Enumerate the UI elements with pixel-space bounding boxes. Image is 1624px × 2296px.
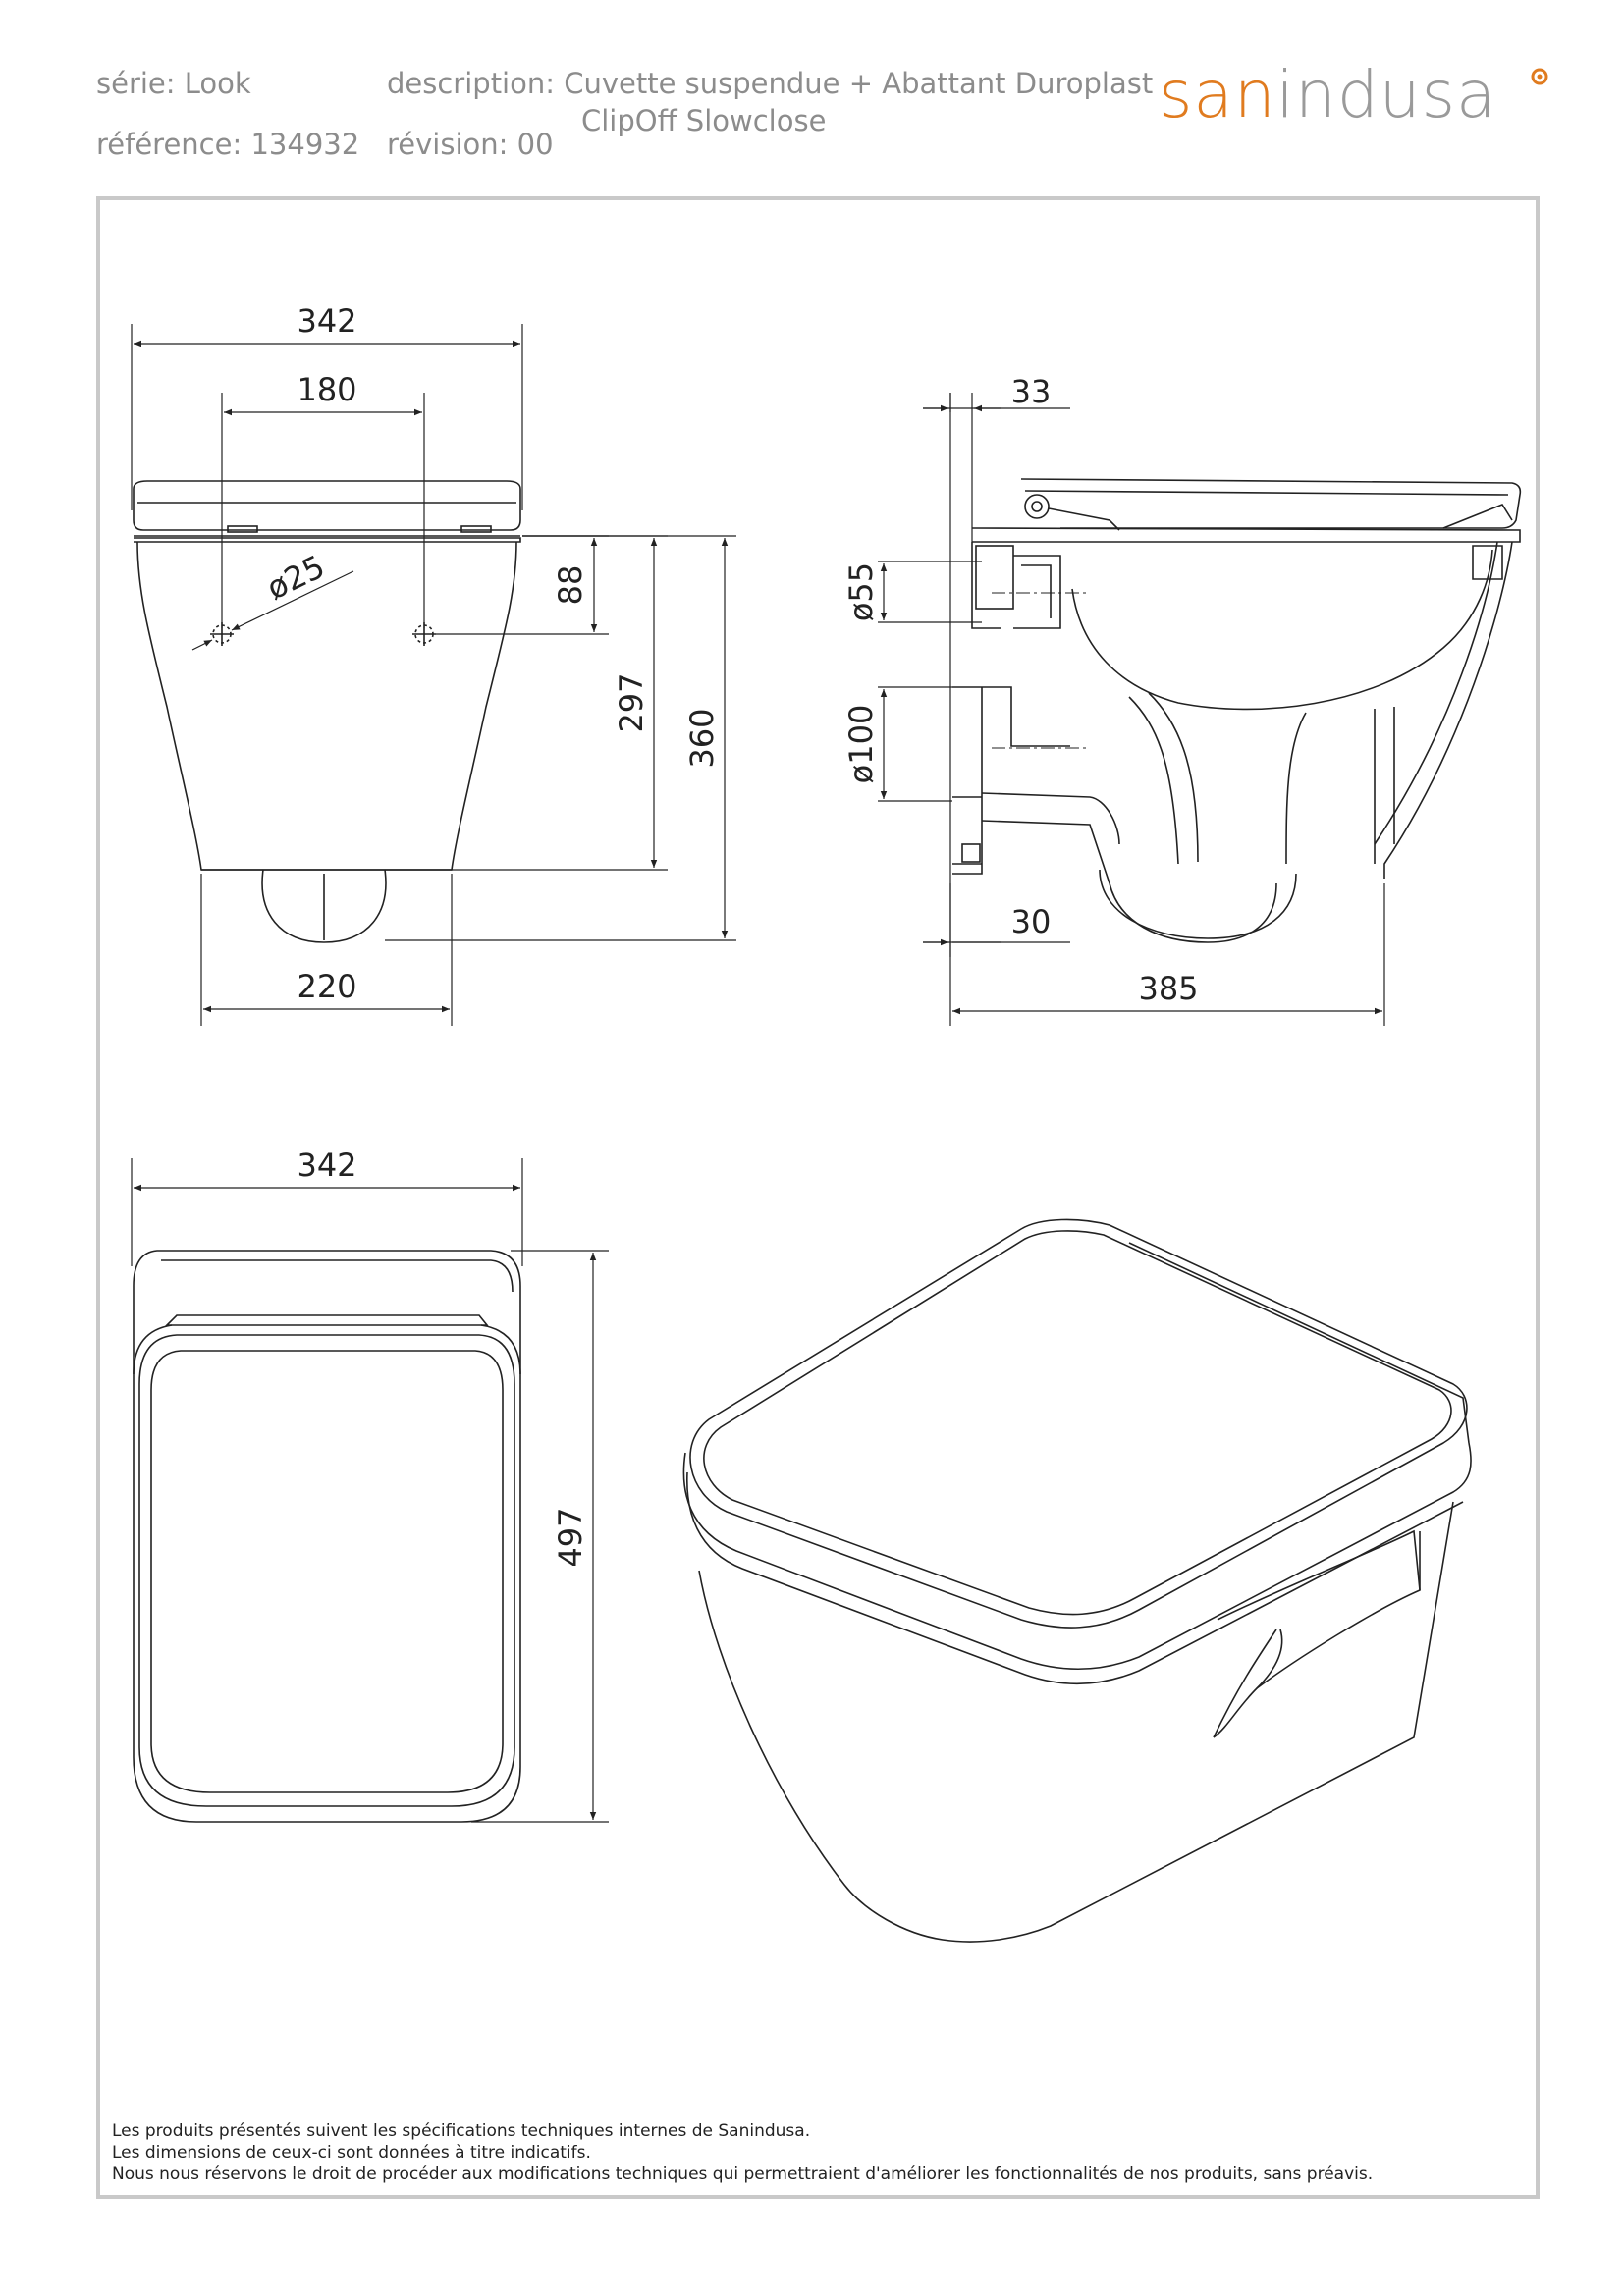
dim-top-width: 342	[297, 1147, 357, 1184]
top-view	[134, 1251, 520, 1822]
side-view	[950, 393, 1520, 942]
logo-part-san: san	[1159, 57, 1276, 133]
serie-value: Look	[184, 67, 251, 100]
front-view-dimension-labels	[261, 302, 721, 1005]
description-label: description:	[387, 67, 556, 100]
dim-inlet-diameter: ø55	[842, 561, 880, 622]
top-view-dimension-labels	[297, 1147, 589, 1568]
logo-part-indusa: indusa	[1275, 57, 1497, 133]
footer-line-1: Les produits présentés suivent les spécifications techniques internes de Sanindusa.	[112, 2121, 811, 2141]
dim-total-height: 360	[683, 708, 721, 769]
dim-bowl-height: 297	[613, 672, 650, 733]
footer-disclaimer	[112, 2120, 1373, 2185]
footer-line-2: Les dimensions de ceux-ci sont données à titre indicatifs.	[112, 2143, 591, 2163]
isometric-view	[683, 1219, 1471, 1942]
description-line1: Cuvette suspendue + Abattant Duroplast	[564, 67, 1154, 100]
reference-label: référence:	[96, 128, 243, 161]
side-view-dimensions	[878, 393, 1384, 1026]
revision-label: révision:	[387, 128, 509, 161]
footer-line-3: Nous nous réservons le droit de procéder aux modifications techniques qui permettraient d'améliorer les fonctionnalités de nos produits, sans préavis.	[112, 2164, 1374, 2184]
dim-base-width: 220	[297, 968, 357, 1005]
dim-hole-diameter: ø25	[260, 547, 331, 608]
reference-value: 134932	[250, 128, 360, 161]
dim-holes-spacing: 180	[297, 371, 357, 408]
dim-side-top-offset: 33	[1010, 373, 1052, 410]
dim-front-width: 342	[297, 302, 357, 340]
dim-side-depth: 385	[1138, 970, 1199, 1007]
dim-hole-height: 88	[552, 564, 589, 606]
revision-value: 00	[516, 128, 554, 161]
serie-label: série:	[96, 67, 176, 100]
dim-side-bottom-offset: 30	[1010, 903, 1052, 940]
front-view	[134, 481, 520, 942]
dim-top-length: 497	[552, 1507, 589, 1568]
dim-outlet-diameter: ø100	[842, 704, 880, 784]
top-view-dimensions	[132, 1158, 609, 1822]
description-line2: ClipOff Slowclose	[581, 104, 827, 137]
